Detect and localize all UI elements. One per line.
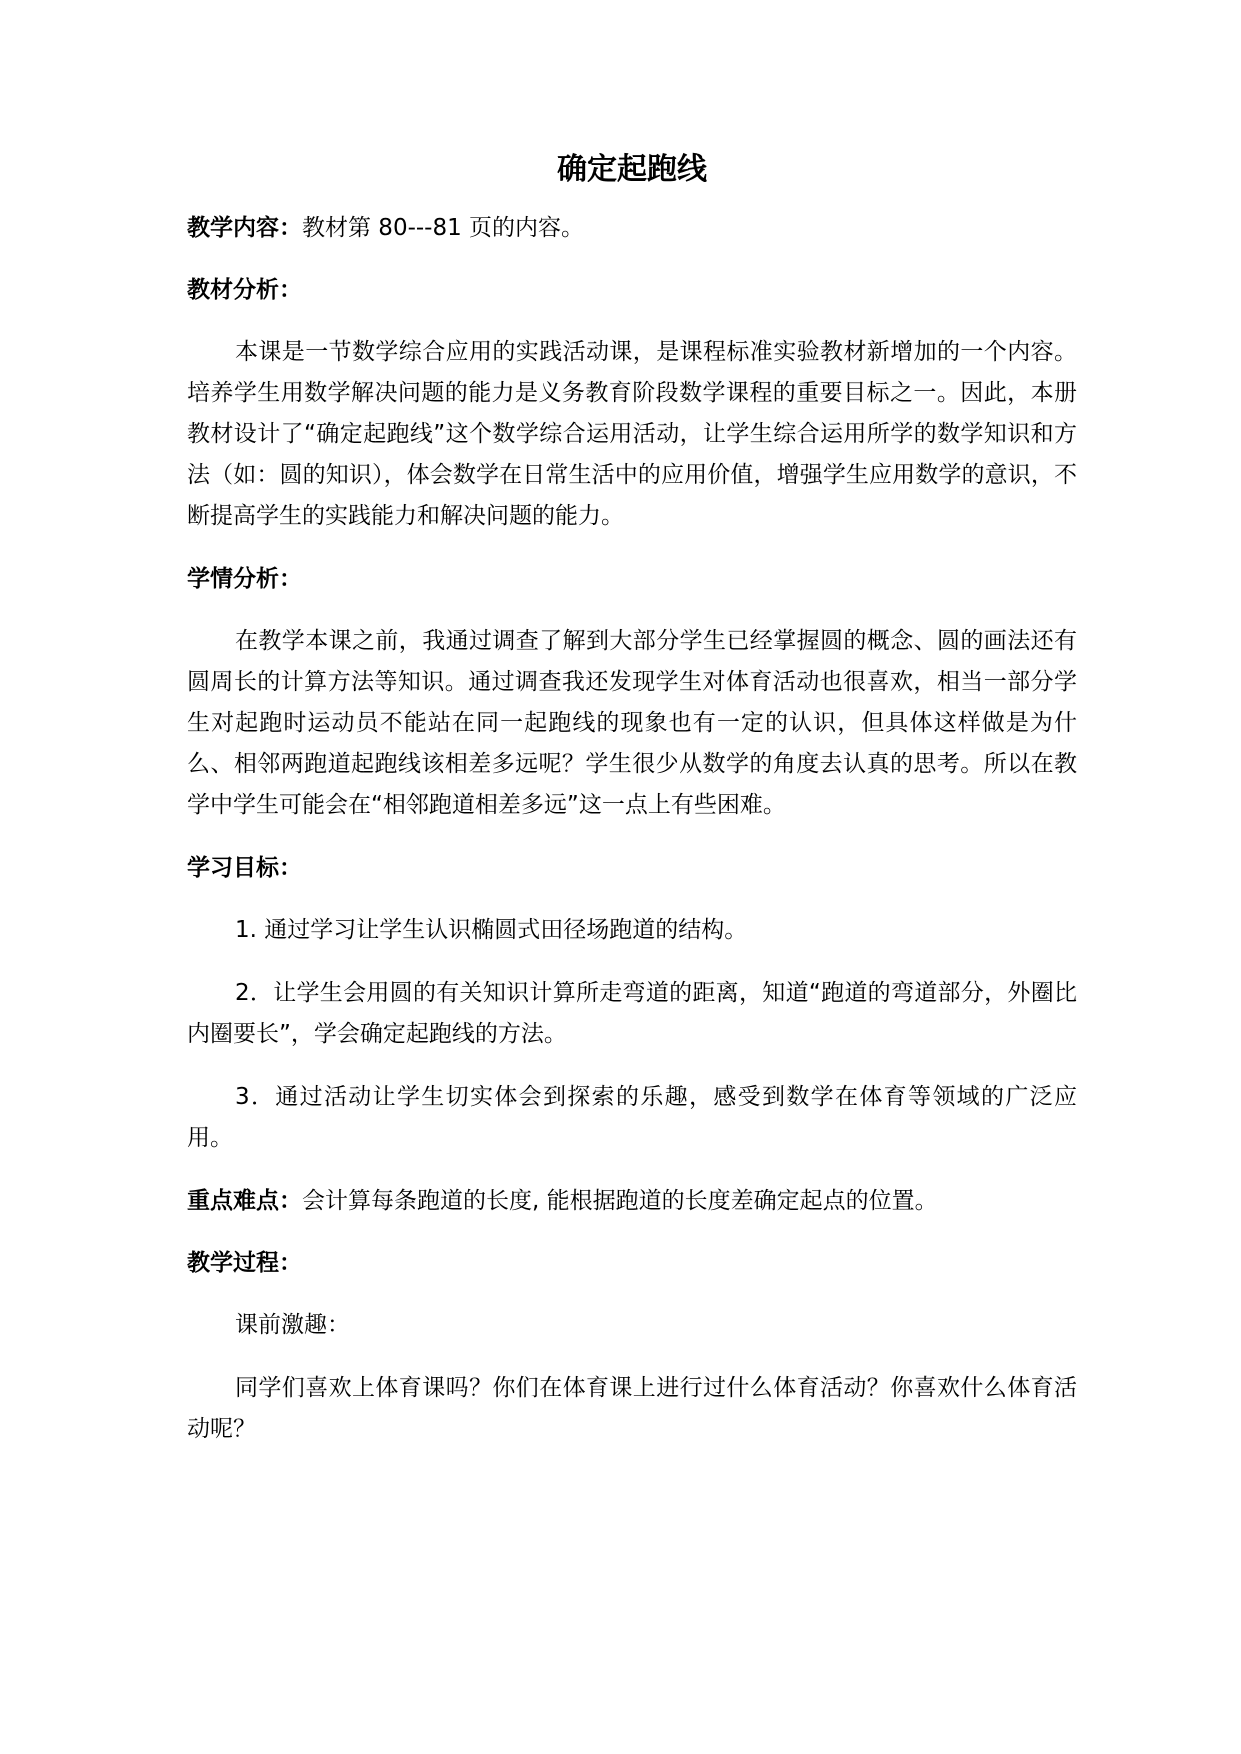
student-analysis-heading: 学情分析： [187, 566, 302, 592]
process-question: 同学们喜欢上体育课吗？你们在体育课上进行过什么体育活动？你喜欢什么体育活动呢？ [187, 1375, 1077, 1442]
objective-item-2: 2．让学生会用圆的有关知识计算所走弯道的距离，知道“跑道的弯道部分，外圈比内圈要长”，学会确定起跑线的方法。 [187, 980, 1077, 1047]
process-heading: 教学过程： [187, 1250, 302, 1276]
objective-item-1: 1. 通过学习让学生认识椭圆式田径场跑道的结构。 [235, 917, 748, 943]
teaching-content-label: 教学内容： [187, 215, 302, 241]
key-points-text: 会计算每条跑道的长度, 能根据跑道的长度差确定起点的位置。 [302, 1188, 938, 1214]
document-title: 确定起跑线 [557, 152, 707, 187]
key-points-label: 重点难点： [187, 1188, 302, 1214]
material-analysis-heading: 教材分析： [187, 277, 302, 303]
document-page [187, 150, 1077, 1450]
objectives-heading: 学习目标： [187, 855, 302, 881]
objective-item-3: 3．通过活动让学生切实体会到探索的乐趣，感受到数学在体育等领域的广泛应用。 [187, 1084, 1077, 1151]
process-intro: 课前激趣： [235, 1312, 350, 1338]
key-points [187, 1181, 1077, 1221]
student-analysis-paragraph: 在教学本课之前，我通过调查了解到大部分学生已经掌握圆的概念、圆的画法还有圆周长的计算方法等知识。通过调查我还发现学生对体育活动也很喜欢，相当一部分学生对起跑时运动员不能站在同一起跑线的现象也有一定的认识，但具体这样做是为什么、相邻两跑道起跑线该相差多远呢？学生很少从数学的角度去认真的思考。所以在教学中学生可能会在“相邻跑道相差多远”这一点上有些困难。 [187, 628, 1077, 818]
teaching-content [187, 208, 1077, 248]
teaching-content-text: 教材第 80---81 页的内容。 [302, 215, 585, 241]
material-analysis-paragraph: 本课是一节数学综合应用的实践活动课，是课程标准实验教材新增加的一个内容。培养学生用数学解决问题的能力是义务教育阶段数学课程的重要目标之一。因此，本册教材设计了“确定起跑线”这个数学综合运用活动，让学生综合运用所学的数学知识和方法（如：圆的知识），体会数学在日常生活中的应用价值，增强学生应用数学的意识，不断提高学生的实践能力和解决问题的能力。 [187, 339, 1077, 529]
